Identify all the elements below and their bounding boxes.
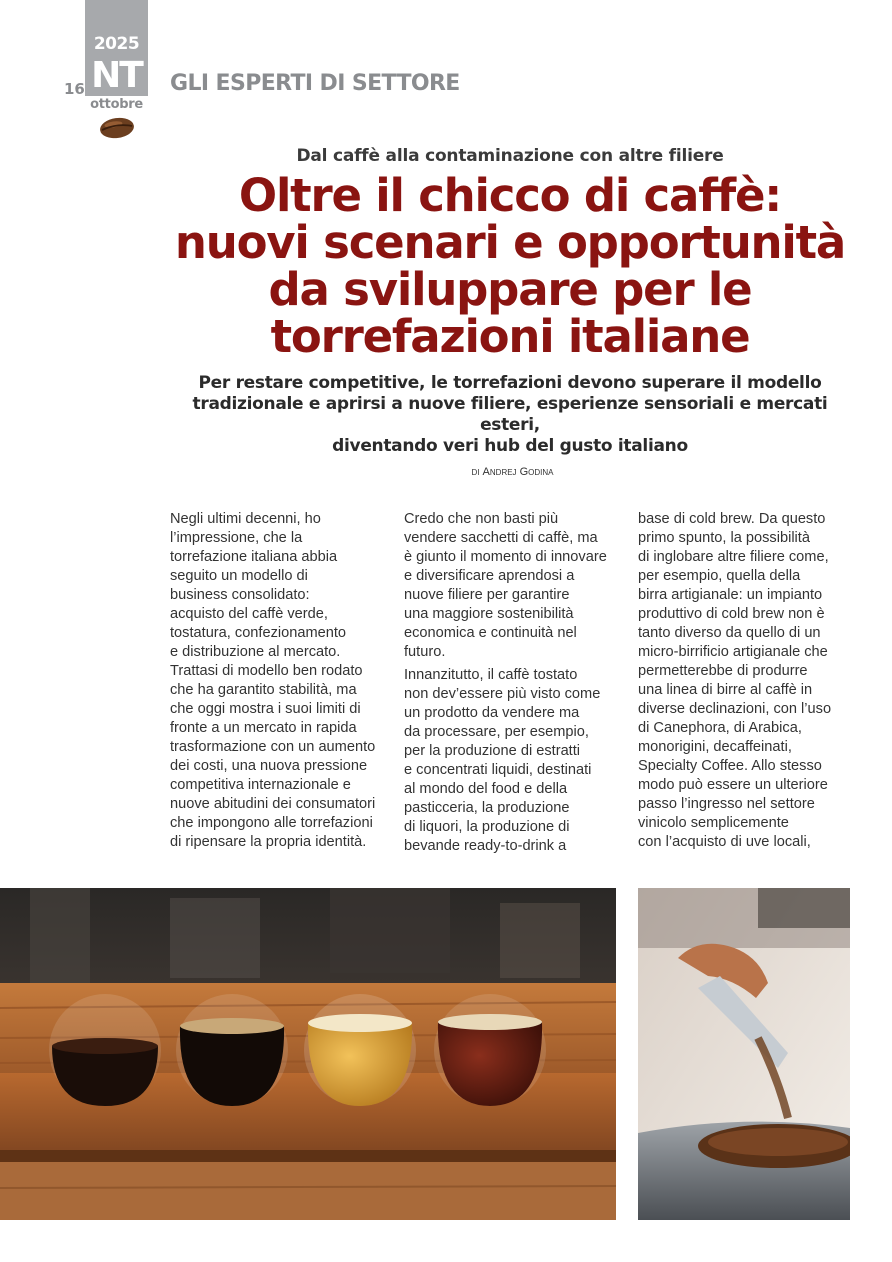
page-number: 16 <box>64 80 85 98</box>
paragraph: base di cold brew. Da questo primo spunto, la possibilità di inglobare altre filiere come, per esempio, quella della birra artigianale: un impianto produttivo di cold brew non è tanto diverso da quello di un micro-birrificio artigianale che permetterebbe di produrre una linea di birre al caffè in diverse declinazioni, con l’uso di Canephora, di Arabica, monorigini, decaffeinati, Specialty Coffee. Allo stesso modo può essere un ulteriore passo l’ingresso nel settore vinicolo semplicemente con l’acquisto di uve locali, <box>638 511 832 850</box>
magazine-logo: NT <box>91 55 142 96</box>
byline-author: Andrej Godina <box>482 466 554 478</box>
coffee-bean-icon <box>99 115 135 141</box>
body-column-2 <box>404 510 622 856</box>
section-title: GLI ESPERTI DI SETTORE <box>170 71 460 96</box>
issue-month: ottobre <box>90 97 143 112</box>
body-column-1 <box>170 510 388 852</box>
deck-line: diventando veri hub del gusto italiano <box>332 436 688 456</box>
byline <box>420 466 605 478</box>
paragraph: Credo che non basti più vendere sacchetti di caffè, ma è giunto il momento di innovare e diversificare aprendosi a nuove filiere per garantire una maggiore sostenibilità economica e continuità nel futuro. <box>404 511 607 660</box>
deck-line: tradizionale e aprirsi a nuove filiere, esperienze sensoriali e mercati esteri, <box>192 394 828 435</box>
byline-prefix: di <box>471 466 480 478</box>
paragraph: Negli ultimi decenni, ho l’impressione, che la torrefazione italiana abbia seguito un modello di business consolidato: acquisto del caffè verde, tostatura, confezionamento e distribuzione al mercato. Trattasi di modello ben rodato che ha garantito stabilità, ma che oggi mostra i suoi limiti di fronte a un mercato in rapida trasformazione con un aumento dei costi, una nuova pressione competitiva internazionale e nuove abitudini dei consumatori che impongono alle torrefazioni di ripensare la propria identità. <box>170 511 376 850</box>
headline <box>160 169 860 363</box>
photo-coffee-roasting <box>638 888 850 1220</box>
headline-line: Oltre il chicco di caffè: <box>238 169 782 222</box>
photo-beer-flight <box>0 888 616 1220</box>
headline-line: torrefazioni italiane <box>270 310 750 363</box>
headline-line: da sviluppare per le <box>268 263 752 316</box>
issue-year: 2025 <box>93 34 140 54</box>
kicker: Dal caffè alla contaminazione con altre filiere <box>296 146 724 166</box>
headline-line: nuovi scenari e opportunità <box>174 216 846 269</box>
paragraph: Innanzitutto, il caffè tostato non dev’essere più visto come un prodotto da vendere ma da processare, per esempio, per la produzione di estratti e concentrati liquidi, destinati al mondo del food e della pasticceria, la produzione di liquori, la produzione di bevande ready-to-drink a <box>404 667 601 854</box>
deck <box>160 373 860 457</box>
deck-line: Per restare competitive, le torrefazioni devono superare il modello <box>198 373 822 393</box>
body-column-3 <box>638 510 856 852</box>
